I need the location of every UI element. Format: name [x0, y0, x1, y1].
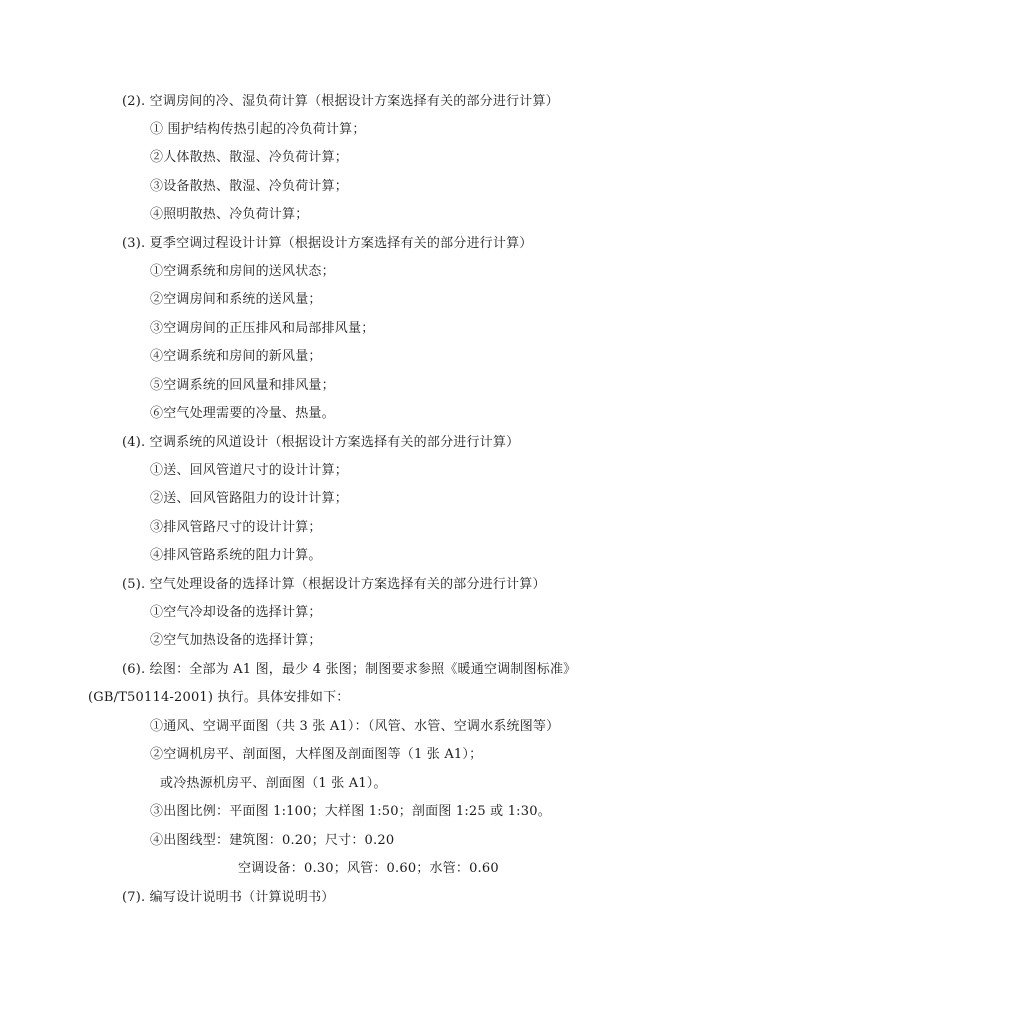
section-3-heading: (3). 夏季空调过程设计计算（根据设计方案选择有关的部分进行计算） — [122, 236, 533, 251]
section-6-item-1: ①通风、空调平面图（共 3 张 A1）：（风管、水管、空调水系统图等） — [150, 719, 560, 734]
section-2-item-2: ②人体散热、散湿、冷负荷计算； — [150, 150, 349, 165]
section-6-item-4: ④出图线型：建筑图：0.20；尺寸：0.20 — [150, 833, 395, 848]
section-4-item-4: ④排风管路系统的阻力计算。 — [150, 548, 322, 563]
section-2-item-3: ③设备散热、散湿、冷负荷计算； — [150, 179, 349, 194]
section-5-heading: (5). 空气处理设备的选择计算（根据设计方案选择有关的部分进行计算） — [122, 577, 546, 592]
section-2-item-4: ④照明散热、冷负荷计算； — [150, 207, 309, 222]
section-6-item-3: ③出图比例：平面图 1:100；大样图 1:50；剖面图 1:25 或 1:30。 — [150, 804, 551, 819]
section-5-item-1: ①空气冷却设备的选择计算； — [150, 605, 322, 620]
section-6-heading-cont: (GB/T50114-2001) 执行。具体安排如下： — [88, 690, 350, 705]
section-4-heading: (4). 空调系统的风道设计（根据设计方案选择有关的部分进行计算） — [122, 435, 520, 450]
section-3-item-4: ④空调系统和房间的新风量； — [150, 349, 322, 364]
section-6-item-2: ②空调机房平、剖面图，大样图及剖面图等（1 张 A1）； — [150, 747, 483, 762]
section-4-item-2: ②送、回风管路阻力的设计计算； — [150, 491, 349, 506]
section-3-item-5: ⑤空调系统的回风量和排风量； — [150, 378, 335, 393]
section-6-item-4-cont: 空调设备：0.30；风管：0.60；水管：0.60 — [238, 861, 499, 876]
section-3-item-3: ③空调房间的正压排风和局部排风量； — [150, 321, 375, 336]
section-3-item-6: ⑥空气处理需要的冷量、热量。 — [150, 406, 335, 421]
section-4-item-1: ①送、回风管道尺寸的设计计算； — [150, 463, 349, 478]
section-7-heading: (7). 编写设计说明书（计算说明书） — [122, 890, 335, 905]
section-5-item-2: ②空气加热设备的选择计算； — [150, 633, 322, 648]
section-2-heading: (2). 空调房间的冷、湿负荷计算（根据设计方案选择有关的部分进行计算） — [122, 94, 559, 109]
section-6-item-2-alt: 或冷热源机房平、剖面图（1 张 A1）。 — [160, 776, 387, 791]
section-2-item-1: ① 围护结构传热引起的冷负荷计算； — [150, 122, 366, 137]
section-3-item-2: ②空调房间和系统的送风量； — [150, 292, 322, 307]
section-3-item-1: ①空调系统和房间的送风状态； — [150, 264, 335, 279]
section-4-item-3: ③排风管路尺寸的设计计算； — [150, 520, 322, 535]
section-6-heading: (6). 绘图：全部为 A1 图，最少 4 张图；制图要求参照《暖通空调制图标准》 — [122, 662, 577, 677]
